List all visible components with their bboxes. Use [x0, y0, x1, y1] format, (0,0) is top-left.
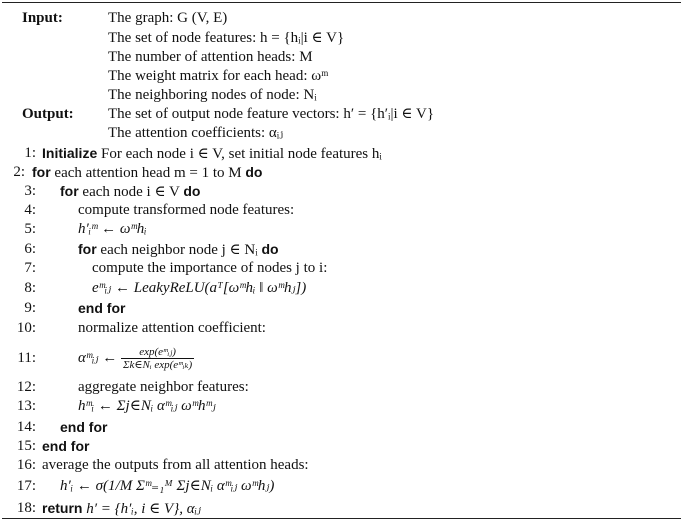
line-number: 12: — [16, 379, 36, 395]
keyword-initialize: Initialize — [42, 145, 98, 161]
line-number: 2: — [13, 164, 25, 180]
line-number: 16: — [16, 457, 36, 473]
fraction — [121, 346, 194, 371]
input-item-features: The set of node features: h = {hᵢ|i ∈ V} — [108, 30, 345, 46]
keyword-end-for: end for — [60, 419, 108, 435]
input-item-graph: The graph: G (V, E) — [108, 10, 228, 26]
step-text: aggregate neighbor features: — [78, 379, 249, 395]
keyword-for: for — [60, 183, 79, 199]
keyword-end-for: end for — [78, 300, 126, 316]
line-number: 3: — [24, 183, 36, 199]
step-text: For each node i ∈ V, set initial node features hᵢ — [97, 146, 382, 162]
input-item-heads: The number of attention heads: M — [108, 49, 313, 65]
keyword-do: do — [183, 183, 201, 199]
line-number: 8: — [24, 280, 36, 296]
step-text: each node i ∈ V — [78, 184, 184, 200]
line-number: 10: — [16, 320, 36, 336]
output-item-coefficients: The attention coefficients: αᵢⱼ — [108, 125, 284, 141]
step-formula: h′ᵢ ← σ(1/M Σᵐ₌₁ᴹ Σj∈Nᵢ αᵐᵢⱼ ωᵐhⱼ) — [60, 478, 275, 494]
line-number: 15: — [16, 438, 36, 454]
input-item-neighbors: The neighboring nodes of node: Nᵢ — [108, 87, 317, 103]
line-number: 5: — [24, 221, 36, 237]
step-text: average the outputs from all attention heads: — [42, 457, 309, 473]
input-item-weight: The weight matrix for each head: ωᵐ — [108, 68, 329, 84]
step-formula: eᵐᵢⱼ ← LeakyReLU(aᵀ[ωᵐhᵢ ‖ ωᵐhⱼ]) — [92, 280, 307, 296]
line-number: 11: — [17, 350, 36, 366]
step-text: normalize attention coefficient: — [78, 320, 266, 336]
algorithm-box — [2, 2, 681, 519]
line-number: 9: — [24, 300, 36, 316]
step-text: compute transformed node features: — [78, 202, 295, 218]
step-11 — [2, 340, 681, 376]
fraction-numerator: exp(eᵐᵢⱼ) — [121, 346, 194, 359]
step-formula: h′ᵢᵐ ← ωᵐhᵢ — [78, 221, 147, 237]
line-number: 7: — [24, 260, 36, 276]
input-label: Input: — [22, 10, 63, 26]
line-number: 1: — [24, 145, 36, 161]
keyword-do: do — [245, 164, 263, 180]
output-item-vectors: The set of output node feature vectors: h′ = {h′ᵢ|i ∈ V} — [108, 106, 435, 122]
keyword-end-for: end for — [42, 438, 90, 454]
step-text: each neighbor node j ∈ Nᵢ — [96, 242, 262, 258]
line-number: 18: — [16, 500, 36, 516]
fraction-denominator: Σk∈Nᵢ exp(eᵐᵢₖ) — [122, 359, 193, 372]
output-label: Output: — [22, 106, 74, 122]
line-number: 6: — [24, 241, 36, 257]
line-number: 14: — [16, 419, 36, 435]
step-text: compute the importance of nodes j to i: — [92, 260, 328, 276]
keyword-for: for — [78, 241, 97, 257]
step-formula: h′ = {h′ᵢ, i ∈ V}, αᵢⱼ — [82, 501, 201, 517]
step-text: each attention head m = 1 to M — [50, 165, 246, 181]
step-formula-lhs: αᵐᵢⱼ ← — [78, 350, 118, 366]
keyword-for: for — [32, 164, 51, 180]
keyword-do: do — [261, 241, 279, 257]
line-number: 4: — [24, 202, 36, 218]
keyword-return: return — [42, 500, 83, 516]
line-number: 17: — [16, 478, 36, 494]
line-number: 13: — [16, 398, 36, 414]
step-formula: hᵐᵢ ← Σj∈Nᵢ αᵐᵢⱼ ωᵐhᵐⱼ — [78, 398, 216, 414]
